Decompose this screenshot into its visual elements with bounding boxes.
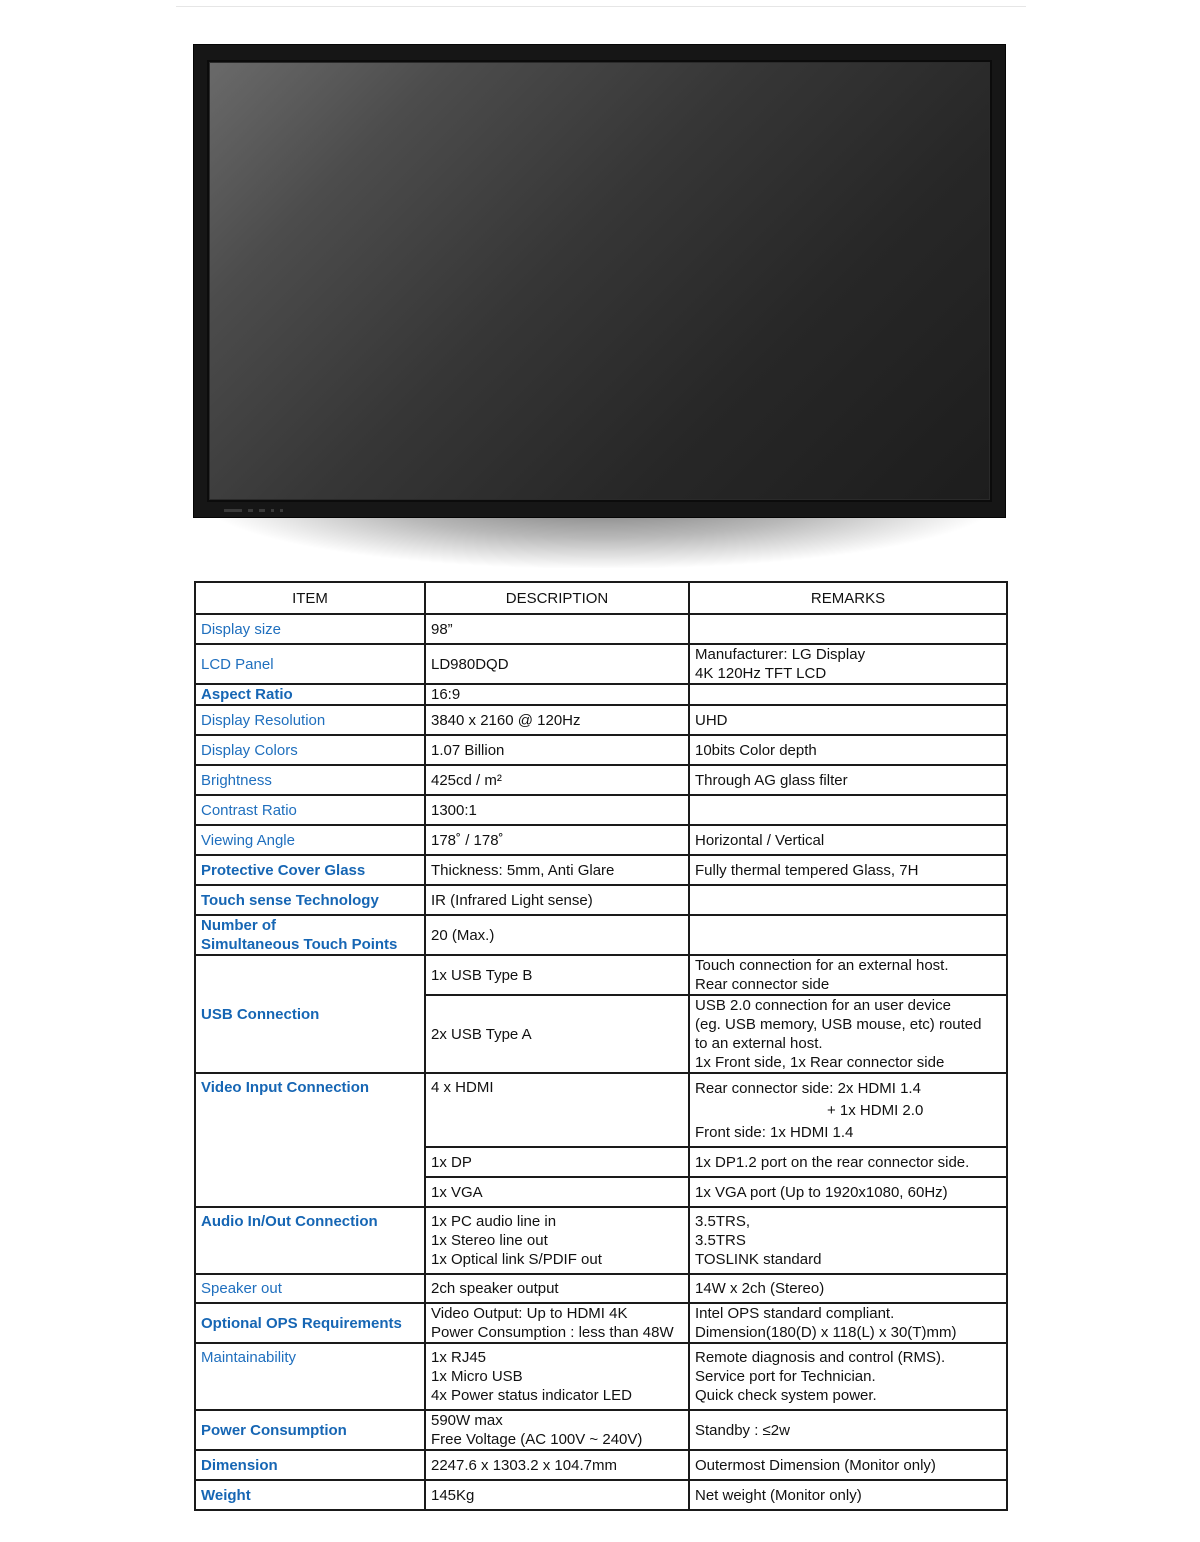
remarks-line: Rear connector side: 2x HDMI 1.4 <box>695 1079 921 1097</box>
remarks-cell <box>689 795 1007 825</box>
description-cell: 2247.6 x 1303.2 x 104.7mm <box>425 1450 689 1480</box>
remarks-cell <box>689 644 1007 684</box>
description-cell: 3840 x 2160 @ 120Hz <box>425 705 689 735</box>
header-remarks: REMARKS <box>689 582 1007 614</box>
table-row <box>195 1303 1007 1343</box>
remarks-cell: 1x DP1.2 port on the rear connector side. <box>689 1147 1007 1177</box>
remarks-cell <box>689 1207 1007 1274</box>
monitor-bezel <box>193 44 1006 518</box>
table-row <box>195 1480 1007 1510</box>
description-cell: Thickness: 5mm, Anti Glare <box>425 855 689 885</box>
description-cell: 1x DP <box>425 1147 689 1177</box>
description-cell: IR (Infrared Light sense) <box>425 885 689 915</box>
table-row <box>195 855 1007 885</box>
description-cell <box>425 1303 689 1343</box>
remarks-line: + 1x HDMI 2.0 <box>827 1101 924 1119</box>
item-label: Display Resolution <box>195 705 425 735</box>
header-item: ITEM <box>195 582 425 614</box>
item-label-line: Simultaneous Touch Points <box>201 936 398 953</box>
table-row <box>195 915 1007 955</box>
description-cell: 1.07 Billion <box>425 735 689 765</box>
description-line: 1x Stereo line out <box>431 1232 548 1249</box>
item-label: LCD Panel <box>195 644 425 684</box>
item-label: Protective Cover Glass <box>195 855 425 885</box>
table-row <box>195 955 1007 995</box>
table-row <box>195 614 1007 644</box>
table-row <box>195 644 1007 684</box>
remarks-cell <box>689 995 1007 1073</box>
item-label: Dimension <box>195 1450 425 1480</box>
description-cell: LD980DQD <box>425 644 689 684</box>
remarks-cell <box>689 684 1007 705</box>
remarks-line: Front side: 1x HDMI 1.4 <box>695 1123 854 1141</box>
remarks-line: (eg. USB memory, USB mouse, etc) routed <box>695 1016 982 1033</box>
description-line: 1x Optical link S/PDIF out <box>431 1251 602 1268</box>
item-label: Weight <box>195 1480 425 1510</box>
description-line: 4x Power status indicator LED <box>431 1387 632 1404</box>
remarks-line: Remote diagnosis and control (RMS). <box>695 1349 946 1366</box>
remarks-line: 4K 120Hz TFT LCD <box>695 665 827 682</box>
remarks-line: Service port for Technician. <box>695 1368 876 1385</box>
table-row <box>195 885 1007 915</box>
item-label-line: Number of <box>201 917 276 934</box>
item-label: Display size <box>195 614 425 644</box>
item-label: Viewing Angle <box>195 825 425 855</box>
table-row <box>195 1343 1007 1410</box>
description-line: 1x PC audio line in <box>431 1213 557 1230</box>
description-line: Power Consumption : less than 48W <box>431 1324 674 1341</box>
description-cell: 1x USB Type B <box>425 955 689 995</box>
item-label: USB Connection <box>195 955 425 1073</box>
remarks-line: 3.5TRS <box>695 1232 746 1249</box>
remarks-line: Quick check system power. <box>695 1387 877 1404</box>
description-cell: 425cd / m² <box>425 765 689 795</box>
remarks-cell <box>689 955 1007 995</box>
remarks-cell: 10bits Color depth <box>689 735 1007 765</box>
remarks-cell: Through AG glass filter <box>689 765 1007 795</box>
bezel-indicators <box>224 508 283 512</box>
item-label: Video Input Connection <box>195 1073 425 1207</box>
table-row <box>195 795 1007 825</box>
table-row <box>195 1073 1007 1147</box>
product-image <box>176 30 1026 570</box>
item-label: Audio In/Out Connection <box>195 1207 425 1274</box>
description-line: 1x RJ45 <box>431 1349 487 1366</box>
item-label: Brightness <box>195 765 425 795</box>
description-cell <box>425 1207 689 1274</box>
description-cell: 1x VGA <box>425 1177 689 1207</box>
item-label: Maintainability <box>195 1343 425 1410</box>
remarks-line: 3.5TRS, <box>695 1213 751 1230</box>
remarks-cell: UHD <box>689 705 1007 735</box>
table-row <box>195 705 1007 735</box>
table-row <box>195 765 1007 795</box>
description-line: Free Voltage (AC 100V ~ 240V) <box>431 1431 643 1448</box>
description-line: Video Output: Up to HDMI 4K <box>431 1305 628 1322</box>
spec-table <box>194 581 1008 1511</box>
remarks-line: Rear connector side <box>695 976 830 993</box>
item-label: Touch sense Technology <box>195 885 425 915</box>
remarks-cell: 14W x 2ch (Stereo) <box>689 1274 1007 1303</box>
item-label <box>195 915 425 955</box>
table-row <box>195 1274 1007 1303</box>
item-label: Speaker out <box>195 1274 425 1303</box>
description-cell: 178˚ / 178˚ <box>425 825 689 855</box>
remarks-cell: Horizontal / Vertical <box>689 825 1007 855</box>
table-row <box>195 735 1007 765</box>
description-line: 1x Micro USB <box>431 1368 523 1385</box>
table-row <box>195 684 1007 705</box>
description-cell: 98” <box>425 614 689 644</box>
description-cell: 20 (Max.) <box>425 915 689 955</box>
table-row <box>195 1207 1007 1274</box>
remarks-cell: Net weight (Monitor only) <box>689 1480 1007 1510</box>
description-cell: 1300:1 <box>425 795 689 825</box>
description-cell: 16:9 <box>425 684 689 705</box>
remarks-cell <box>689 1303 1007 1343</box>
remarks-line: Intel OPS standard compliant. <box>695 1305 895 1322</box>
remarks-cell <box>689 1343 1007 1410</box>
description-cell: 2ch speaker output <box>425 1274 689 1303</box>
table-row <box>195 825 1007 855</box>
item-label: Power Consumption <box>195 1410 425 1450</box>
remarks-line: TOSLINK standard <box>695 1251 822 1268</box>
remarks-cell <box>689 915 1007 955</box>
item-label: Optional OPS Requirements <box>195 1303 425 1343</box>
remarks-line: 1x Front side, 1x Rear connector side <box>695 1054 945 1071</box>
top-divider <box>176 6 1026 7</box>
remarks-cell: 1x VGA port (Up to 1920x1080, 60Hz) <box>689 1177 1007 1207</box>
remarks-cell <box>689 614 1007 644</box>
description-cell: 2x USB Type A <box>425 995 689 1073</box>
remarks-line: Touch connection for an external host. <box>695 957 949 974</box>
item-label: Display Colors <box>195 735 425 765</box>
remarks-cell: Fully thermal tempered Glass, 7H <box>689 855 1007 885</box>
remarks-line: to an external host. <box>695 1035 823 1052</box>
remarks-line: Manufacturer: LG Display <box>695 646 866 663</box>
description-cell <box>425 1410 689 1450</box>
remarks-cell: Standby : ≤2w <box>689 1410 1007 1450</box>
header-description: DESCRIPTION <box>425 582 689 614</box>
table-row <box>195 1450 1007 1480</box>
description-line: 590W max <box>431 1412 503 1429</box>
remarks-line: USB 2.0 connection for an user device <box>695 997 951 1014</box>
description-cell <box>425 1343 689 1410</box>
remarks-cell <box>689 885 1007 915</box>
description-cell: 145Kg <box>425 1480 689 1510</box>
remarks-cell <box>689 1073 1007 1147</box>
description-cell: 4 x HDMI <box>425 1073 689 1147</box>
item-label: Contrast Ratio <box>195 795 425 825</box>
table-header-row <box>195 582 1007 614</box>
item-label: Aspect Ratio <box>195 684 425 705</box>
remarks-cell: Outermost Dimension (Monitor only) <box>689 1450 1007 1480</box>
remarks-line: Dimension(180(D) x 118(L) x 30(T)mm) <box>695 1324 957 1341</box>
monitor-screen <box>207 60 992 502</box>
table-row <box>195 1410 1007 1450</box>
